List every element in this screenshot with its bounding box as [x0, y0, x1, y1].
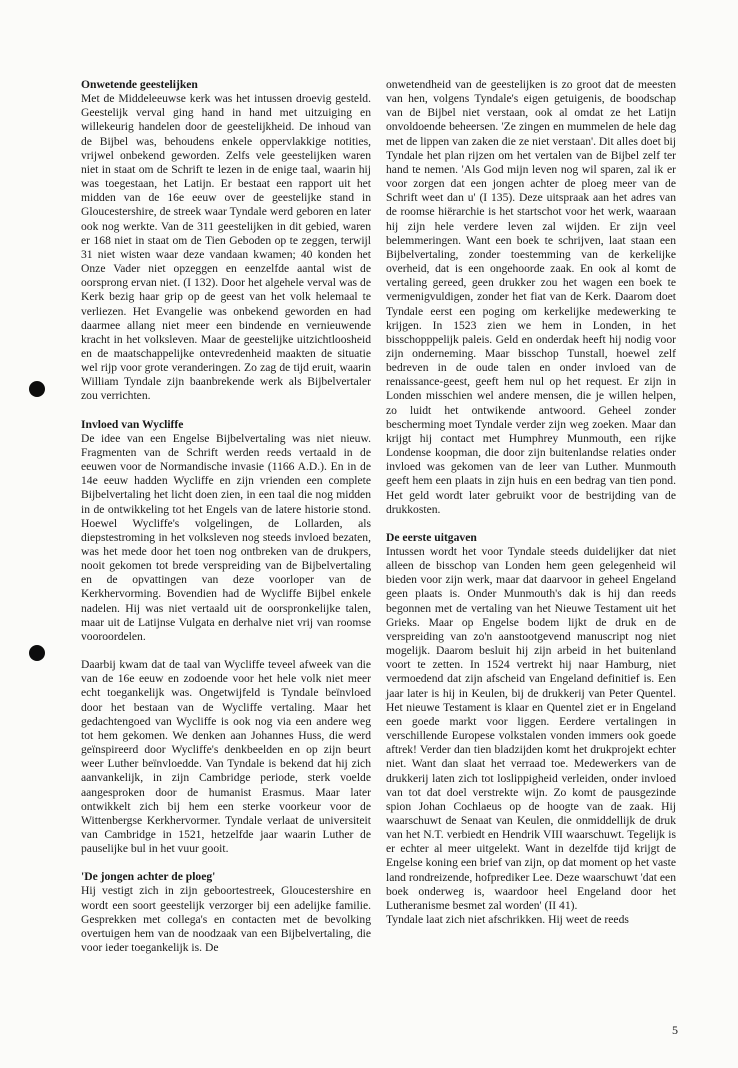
right-column [386, 78, 676, 927]
paragraph: Hij vestigt zich in zijn geboortestreek, Gloucestershire en wordt een soort geestelijk verzorger bij een adelijke familie. Gesprekken met collega's en contacten met de bevolking overtuigen hem van de noodzaak van een Bijbelvertaling, die voor ieder toegankelijk is. De [81, 884, 371, 955]
section-heading-invloed-van-wycliffe: Invloed van Wycliffe [81, 417, 184, 431]
section-heading-onwetende-geestelijken: Onwetende geestelijken [81, 78, 198, 91]
section-heading-de-eerste-uitgaven: De eerste uitgaven [386, 530, 477, 544]
punch-hole [29, 381, 45, 397]
left-column [81, 78, 371, 955]
paragraph: Met de Middeleeuwse kerk was het intussen droevig gesteld. Geestelijk verval ging hand in hand met uitzuiging en willekeurig handelen door de geestelijkheid. De inhoud van de Bijbel was, behoudens enkele oppervlakkige notities, vrijwel onbekend geworden. Zelfs vele geestelijken waren niet in staat om de Schrift te lezen in de enige taal, waarin hij was toegestaan, het Latijn. Er bestaat een rapport uit het midden van de 16e eeuw over de geestelijke stand in Gloucestershire, de streek waar Tyndale werd geboren en later ook nog werkte. Van de 311 geestelijken in dit gebied, waren er 168 niet in staat om de Tien Geboden op te zeggen, terwijl 31 niet wisten waar deze vandaan kwamen; 40 konden het Onze Vader niet opzeggen en eenzelfde aantal wist de oorsprong ervan niet. (I 132). Door het algehele verval was de Kerk bezig haar grip op de geest van het volk helemaal te verliezen. Het Evangelie was onbekend geworden en had daarmee allang niet meer een bindende en vernieuwende kracht in het volksleven. Maar de geestelijke uitzichtloosheid en de maatschappelijke ontevredenheid maakten de situatie wel rijp voor grote veranderingen. Zo zag de tijd eruit, waarin William Tyndale zijn baanbrekende werk als Bijbelvertaler zou verrichten. [81, 92, 371, 403]
punch-hole [29, 645, 45, 661]
section-heading-de-jongen-achter-de-ploeg: 'De jongen achter de ploeg' [81, 870, 216, 884]
paragraph: onwetendheid van de geestelijken is zo groot dat de meesten van hen, volgens Tyndale's eigen getuigenis, de boodschap van de Bijbel niet verstaan, ook al omdat ze het Latijn onvoldoende beheersen. 'Ze zingen en mummelen de hele dag met de lippen van zaken die ze niet verstaan'. Dit alles doet bij Tyndale het plan rijzen om het vertalen van de Bijbel zelf ter hand te nemen. 'Als God mijn leven nog wil sparen, zal ik er voor zorgen dat een jongen achter de ploeg meer van de Schrift weet dan u' (I 135). Deze uitspraak aan het adres van de roomse hiërarchie is het startschot voor het werk, waaraan hij zijn hele verdere leven zal wijden. Er zijn veel belemmeringen. Want een boek te schrijven, laat staan een Bijbelvertaling, zonder toestemming van de kerkelijke overheid, dat is een ongehoorde zaak. En ook al komt de vertaling gereed, geen drukker zou het wagen een boek te vermenigvuldigen, zonder het fiat van de Kerk. Daarom doet Tyndale eerst een poging om kerkelijke medewerking te krijgen. In 1523 zien we hem in Londen, in het bisschopppelijk paleis. Geld en onderdak heeft hij nodig voor zijn onderneming. Maar bisschop Tunstall, hoewel zelf bedreven in de oude talen en onder invloed van de renaissance-geest, geeft hem nul op het request. Er zijn in Londen misschien wel andere mensen, die je willen helpen, zo luidt het ontwikende antwoord. Geheel zonder bescherming moet Tyndale verder zijn weg zoeken. Maar dan krijgt hij contact met Humphrey Munmouth, een rijke Londense koopman, die door zijn buitenlandse relaties onder invloed was gekomen van de leer van Luther. Munmouth geeft hem een plaats in zijn huis en een bedrag van tien pond. Het geld wordt later gebruikt voor de bestrijding van de drukkosten. [386, 78, 676, 516]
page-number: 5 [672, 1023, 678, 1037]
paragraph: De idee van een Engelse Bijbelvertaling was niet nieuw. Fragmenten van de Schrift werden reeds vertaald in de eeuwen voor de Normandische invasie (1166 A.D.). En in de 14e eeuw hadden Wycliffe en zijn vrienden een complete Bijbelvertaling het licht doen zien, in een taal die nog midden in de ontwikkeling tot het Engels van de latere historie stond. Hoewel Wycliffe's volgelingen, de Lollarden, als diepstestroming in het volksleven nog steeds invloed bezaten, was het mede door het toen nog ontbreken van de drukpers, nooit gekomen tot brede verspreiding van de Bijbelvertaling en de opvattingen van deze voorloper van de Kerkhervorming. Bovendien had de Wycliffe Bijbel enkele nadelen. Hij was niet vertaald uit de oorspronkelijke talen, maar uit de Latijnse Vulgata en derhalve niet vrij van roomse vooroordelen. [81, 431, 371, 643]
paragraph: Tyndale laat zich niet afschrikken. Hij weet de reeds [386, 913, 629, 927]
paragraph: Daarbij kwam dat de taal van Wycliffe teveel afweek van die van de 16e eeuw en zodoende voor het hele volk niet meer echt toegankelijk was. Ongetwijfeld is Tyndale beïnvloed door het bestaan van de Wycliffe vertaling. Maar het gedachtengoed van Wycliffe is ook nog via een andere weg tot hem gekomen. We denken aan Johannes Huss, die werd geïnspireerd door Wycliffe's denkbeelden en op zijn beurt weer Luther beïnvloedde. Van Tyndale is bekend dat hij zich aanvankelijk, in zijn Cambridge periode, sterk voelde aangesproken door de humanist Erasmus. Maar later ontwikkelt zich bij hem een sterke voorkeur voor de Wittenbergse Kerkhervormer. Tyndale verlaat de universiteit van Cambridge in 1521, hetzelfde jaar waarin Luther de pauselijke bul in het vuur gooit. [81, 658, 371, 856]
paragraph: Intussen wordt het voor Tyndale steeds duidelijker dat niet alleen de bisschop van Londen hem geen gelegenheid wil bieden voor zijn werk, maar dat daarvoor in geheel Engeland geen plaats is. Onder Munmouth's dak is hij dan reeds begonnen met de vertaling van het Nieuwe Testament uit het Grieks. Maar op Engelse bodem lijkt de druk en de verspreiding van zo'n aanstootgevend manuscript nog niet mogelijk. Daarom besluit hij zijn arbeid in het buitenland voort te zetten. In 1524 vertrekt hij naar Hamburg, niet vermoedend dat zijn afscheid van Engeland definitief is. Een jaar later is hij in Keulen, bij de drukkerij van Peter Quentel. Het nieuwe Testament is klaar en Quentel ziet er in Engeland een goede markt voor liggen. Eerdere vertalingen in verschillende Europese volkstalen vonden immers ook goede aftrek! Verder dan tien bladzijden komt het drukprojekt echter niet. Want dan slaat het verraad toe. Medewerkers van de drukkerij laten zich tot loslippigheid verleiden, onder invloed van tot dat doel verstrekte wijn. Zo komt de pausgezinde spion Johan Cochlaeus op de hoogte van de zaak. Hij waarschuwt de Senaat van Keulen, die onmiddellijk de druk van het N.T. verbiedt en Hendrik VIII waarschuwt. Tegelijk is er echter al meer uitgelekt. Want in dezelfde tijd krijgt de Engelse koning een brief van zijn, op dat moment op het vaste land rondreizende, hofprediker Lee. Deze waarschuwt 'dat een boek onderweg is, waardoor heel Engeland door het Lutheranisme besmet zal worden' (II 41). [386, 545, 676, 912]
